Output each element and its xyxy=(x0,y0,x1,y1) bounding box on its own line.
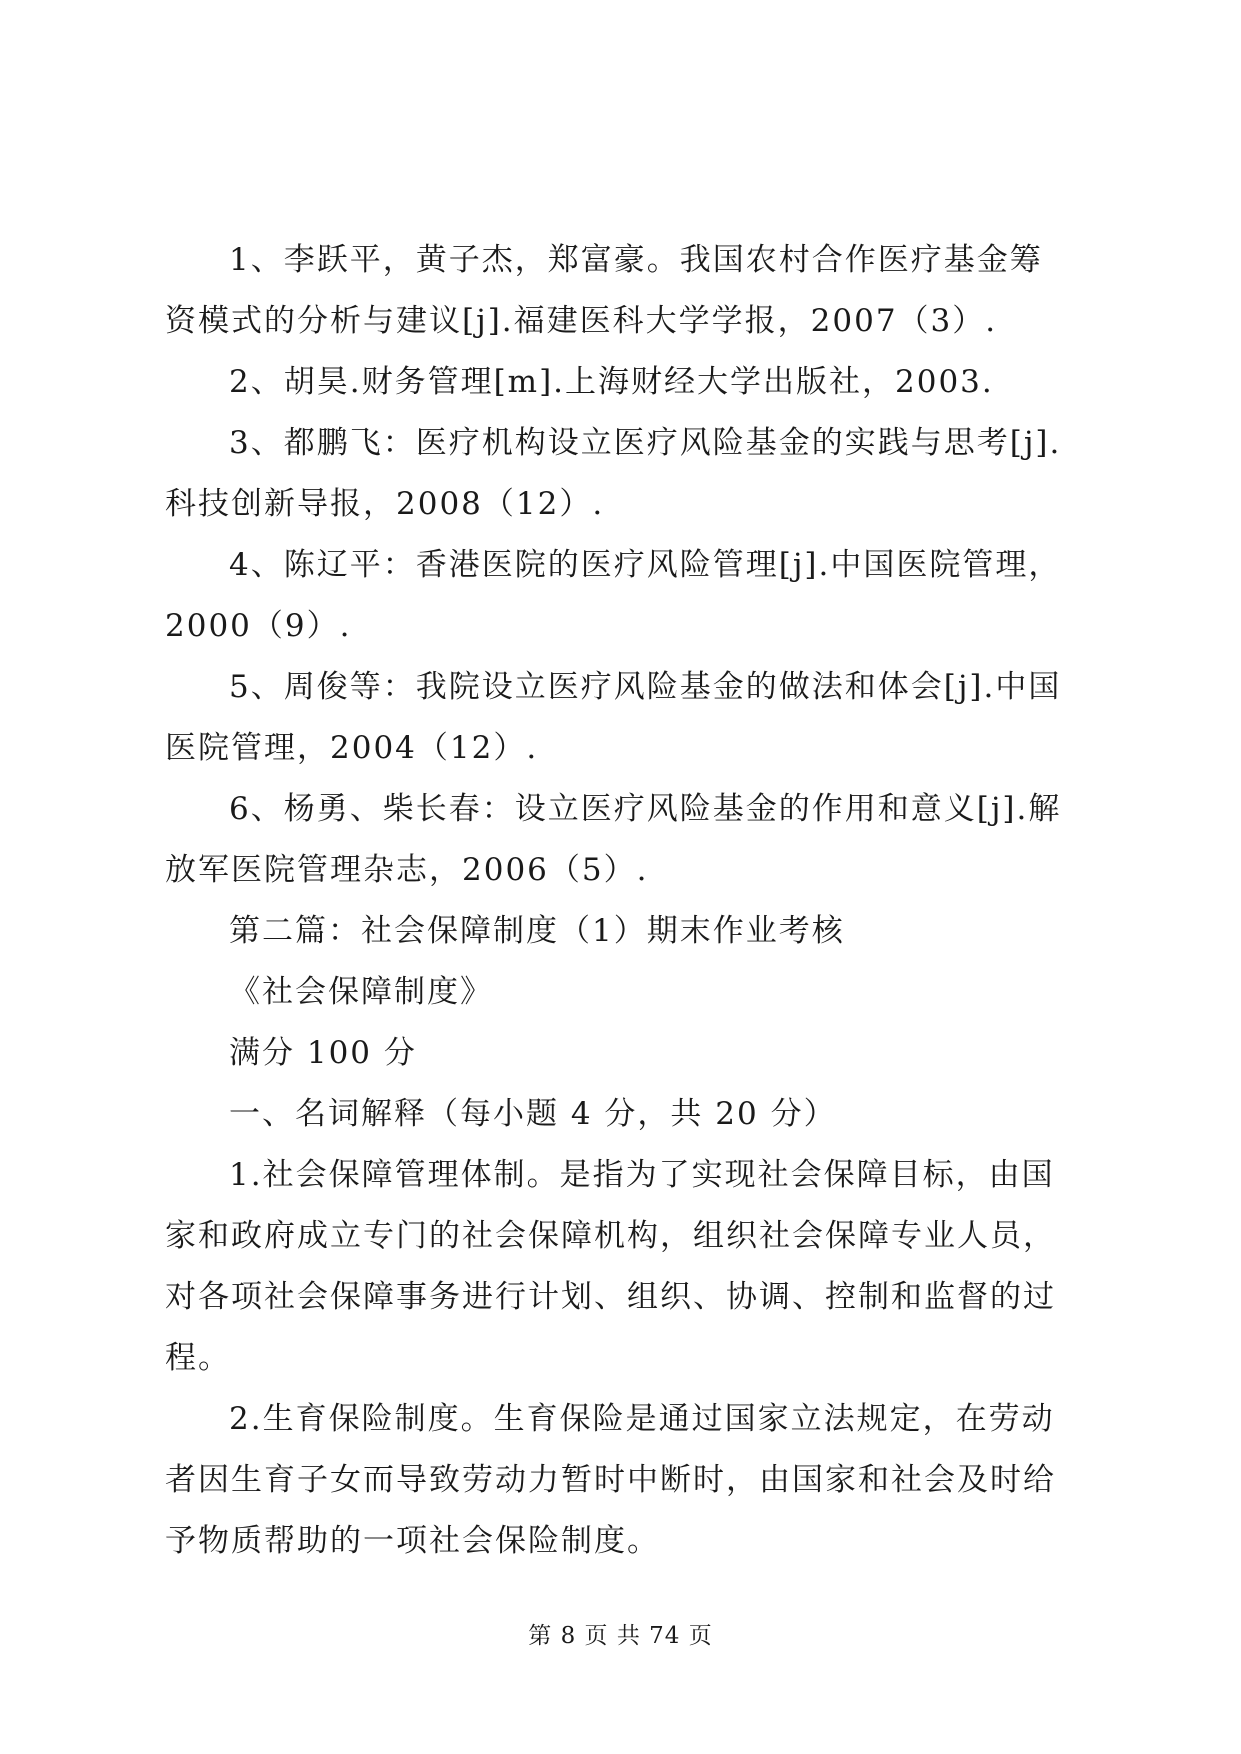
answer-paragraph-1: 1.社会保障管理体制。是指为了实现社会保障目标，由国家和政府成立专门的社会保障机构，组织社会保障专业人员，对各项社会保障事务进行计划、组织、协调、控制和监督的过程。 xyxy=(165,1157,1056,1376)
reference-item-1: 1、李跃平，黄子杰，郑富豪。我国农村合作医疗基金筹资模式的分析与建议[j].福建医科大学学报，2007（3）. xyxy=(165,242,1043,339)
page-number-footer: 第 8 页 共 74 页 xyxy=(528,1623,713,1649)
reference-item-3: 3、都鹏飞：医疗机构设立医疗风险基金的实践与思考[j].科技创新导报，2008（12）. xyxy=(165,425,1062,522)
question-heading: 一、名词解释（每小题 4 分，共 20 分） xyxy=(229,1096,837,1132)
full-score: 满分 100 分 xyxy=(229,1035,417,1071)
reference-item-2: 2、胡昊.财务管理[m].上海财经大学出版社，2003. xyxy=(229,364,994,400)
course-title: 《社会保障制度》 xyxy=(229,974,493,1010)
document-body xyxy=(165,230,1075,1572)
section-title: 第二篇：社会保障制度（1）期末作业考核 xyxy=(229,913,845,949)
reference-item-6: 6、杨勇、柴长春：设立医疗风险基金的作用和意义[j].解放军医院管理杂志，2006（5）. xyxy=(165,791,1062,888)
answer-paragraph-2: 2.生育保险制度。生育保险是通过国家立法规定，在劳动者因生育子女而导致劳动力暂时中断时，由国家和社会及时给予物质帮助的一项社会保险制度。 xyxy=(165,1401,1056,1559)
reference-item-4: 4、陈辽平：香港医院的医疗风险管理[j].中国医院管理，2000（9）. xyxy=(165,547,1062,644)
reference-item-5: 5、周俊等：我院设立医疗风险基金的做法和体会[j].中国医院管理，2004（12）. xyxy=(165,669,1062,766)
